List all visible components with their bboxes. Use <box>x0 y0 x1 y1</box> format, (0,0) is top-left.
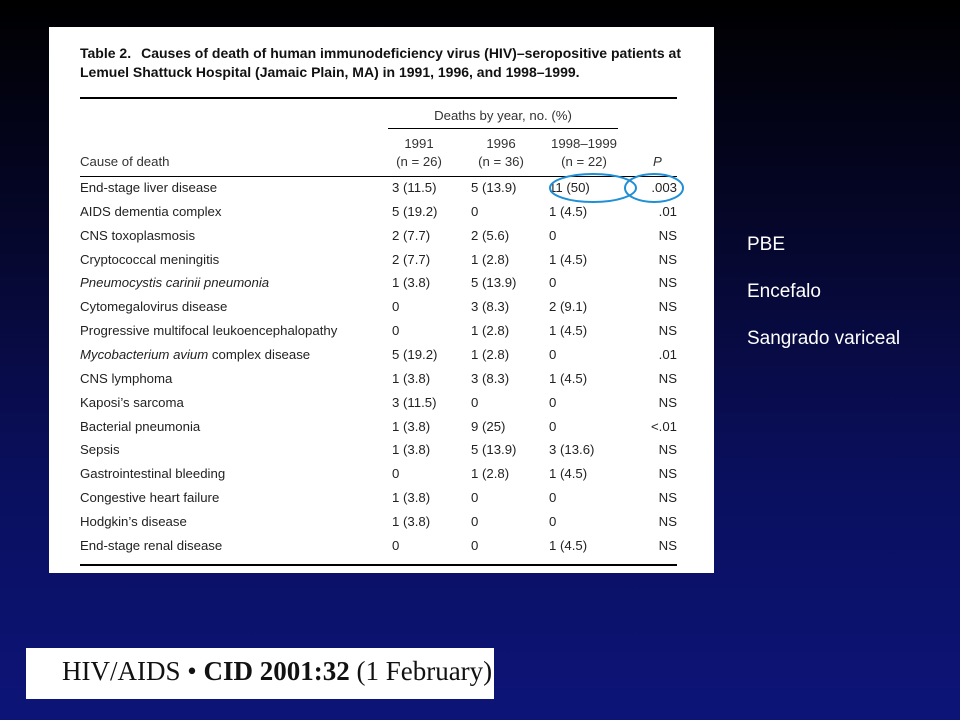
cell-1996: 0 <box>471 395 479 410</box>
cell-1998: 1 (4.5) <box>549 466 588 481</box>
cause-cell: Gastrointestinal bleeding <box>80 466 226 481</box>
cell-1996: 1 (2.8) <box>471 252 510 267</box>
cell-p: NS <box>658 323 677 338</box>
cause-cell: CNS lymphoma <box>80 371 173 386</box>
cell-1998: 1 (4.5) <box>549 323 588 338</box>
cause-rest-part: complex disease <box>208 347 311 362</box>
cell-1991: 5 (19.2) <box>392 204 438 219</box>
citation-bullet: • <box>187 656 197 686</box>
cell-1996: 5 (13.9) <box>471 442 517 457</box>
cell-1996: 0 <box>471 538 479 553</box>
cell-p: NS <box>658 275 677 290</box>
cell-1996: 9 (25) <box>471 419 506 434</box>
cause-cell: Cytomegalovirus disease <box>80 299 228 314</box>
p-column-header: P <box>653 154 662 169</box>
cell-p: NS <box>658 466 677 481</box>
cell-1996: 3 (8.3) <box>471 299 510 314</box>
cause-cell: End-stage liver disease <box>80 180 218 195</box>
cause-cell: Congestive heart failure <box>80 490 220 505</box>
cell-1998: 0 <box>549 395 557 410</box>
side-note-item-pbe: PBE <box>747 234 786 255</box>
n-label-1991: (n = 26) <box>396 154 442 169</box>
cell-1996: 1 (2.8) <box>471 347 510 362</box>
cause-italic-part: Mycobacterium avium <box>80 347 209 362</box>
cell-1991: 1 (3.8) <box>392 275 431 290</box>
citation-box <box>26 648 494 699</box>
cause-cell: AIDS dementia complex <box>80 204 222 219</box>
cell-1991: 0 <box>392 299 400 314</box>
cause-column-header: Cause of death <box>80 154 170 169</box>
cell-p: NS <box>658 442 677 457</box>
group-header: Deaths by year, no. (%) <box>434 108 572 123</box>
year-header-1996: 1996 <box>486 136 516 151</box>
header-rule <box>80 176 677 177</box>
cell-p: NS <box>658 538 677 553</box>
cell-1998: 0 <box>549 419 557 434</box>
table-panel <box>49 27 714 573</box>
cell-1998: 0 <box>549 228 557 243</box>
cell-p: .003 <box>651 180 677 195</box>
cell-1998: 1 (4.5) <box>549 538 588 553</box>
cause-cell: CNS toxoplasmosis <box>80 228 196 243</box>
cause-cell: End-stage renal disease <box>80 538 223 553</box>
cell-1998: 0 <box>549 490 557 505</box>
cell-1996: 0 <box>471 514 479 529</box>
cause-cell: Hodgkin’s disease <box>80 514 187 529</box>
cell-1996: 0 <box>471 490 479 505</box>
side-note-item-encefalo: Encefalo <box>747 281 821 302</box>
cell-1991: 1 (3.8) <box>392 514 431 529</box>
cell-1991: 0 <box>392 323 400 338</box>
n-label-1998: (n = 22) <box>561 154 607 169</box>
cell-1991: 2 (7.7) <box>392 228 431 243</box>
cell-1991: 5 (19.2) <box>392 347 438 362</box>
cell-1991: 3 (11.5) <box>392 180 437 195</box>
n-label-1996: (n = 36) <box>478 154 524 169</box>
cause-cell: Cryptococcal meningitis <box>80 252 220 267</box>
cell-1996: 1 (2.8) <box>471 466 510 481</box>
cause-cell <box>80 347 310 363</box>
side-note-list <box>747 232 900 373</box>
cell-1998: 3 (13.6) <box>549 442 595 457</box>
table-caption <box>80 44 690 82</box>
cell-1991: 1 (3.8) <box>392 419 431 434</box>
side-note-item-sangrado: Sangrado variceal <box>747 328 901 349</box>
table-number: Table 2. <box>80 45 132 61</box>
cell-1991: 3 (11.5) <box>392 395 437 410</box>
citation-volume: 2001:32 <box>259 656 350 686</box>
table-title: Causes of death of human immunodeficiency virus (HIV)–seropositive patients at Lemuel Shattuck Hospital (Jamaic Plain, MA) in 1991, 1996, and 1998–1999. <box>80 45 681 80</box>
cause-cell: Kaposi’s sarcoma <box>80 395 184 410</box>
cell-1991: 0 <box>392 538 400 553</box>
bottom-rule <box>80 564 677 566</box>
cell-1998: 1 (4.5) <box>549 204 588 219</box>
cell-p: .01 <box>658 204 677 219</box>
cell-p: NS <box>658 371 677 386</box>
cell-1991: 1 (3.8) <box>392 490 431 505</box>
cell-p: NS <box>658 514 677 529</box>
year-header-1991: 1991 <box>404 136 434 151</box>
cause-cell: Pneumocystis carinii pneumonia <box>80 275 270 290</box>
cell-1996: 3 (8.3) <box>471 371 510 386</box>
cell-1996: 0 <box>471 204 479 219</box>
cell-1991: 0 <box>392 466 400 481</box>
group-header-rule <box>388 128 618 129</box>
cell-1998: 0 <box>549 514 557 529</box>
cell-p: <.01 <box>650 419 677 434</box>
citation-text <box>62 656 492 687</box>
citation-journal: CID <box>203 656 253 686</box>
citation-date: (1 February) <box>356 656 493 686</box>
cell-1998: 1 (4.5) <box>549 371 588 386</box>
cell-1996: 5 (13.9) <box>471 275 517 290</box>
cause-cell: Progressive multifocal leukoencephalopathy <box>80 323 338 338</box>
top-rule <box>80 97 677 99</box>
cell-1998: 2 (9.1) <box>549 299 588 314</box>
cell-1991: 2 (7.7) <box>392 252 431 267</box>
cell-p: NS <box>658 395 677 410</box>
cause-cell: Sepsis <box>80 442 120 457</box>
cell-1998: 0 <box>549 347 557 362</box>
cell-1996: 2 (5.6) <box>471 228 510 243</box>
cell-1991: 1 (3.8) <box>392 442 431 457</box>
cell-p: NS <box>658 228 677 243</box>
cell-1998: 1 (4.5) <box>549 252 588 267</box>
cause-cell: Bacterial pneumonia <box>80 419 201 434</box>
cell-p: NS <box>658 299 677 314</box>
cell-1996: 1 (2.8) <box>471 323 510 338</box>
citation-prefix: HIV/AIDS <box>62 656 181 686</box>
cell-p: .01 <box>658 347 677 362</box>
cell-1991: 1 (3.8) <box>392 371 431 386</box>
cell-p: NS <box>658 252 677 267</box>
cell-1996: 5 (13.9) <box>471 180 517 195</box>
cell-1998: 0 <box>549 275 557 290</box>
cell-p: NS <box>658 490 677 505</box>
cell-1998: 11 (50) <box>549 180 590 195</box>
year-header-1998: 1998–1999 <box>550 136 617 151</box>
